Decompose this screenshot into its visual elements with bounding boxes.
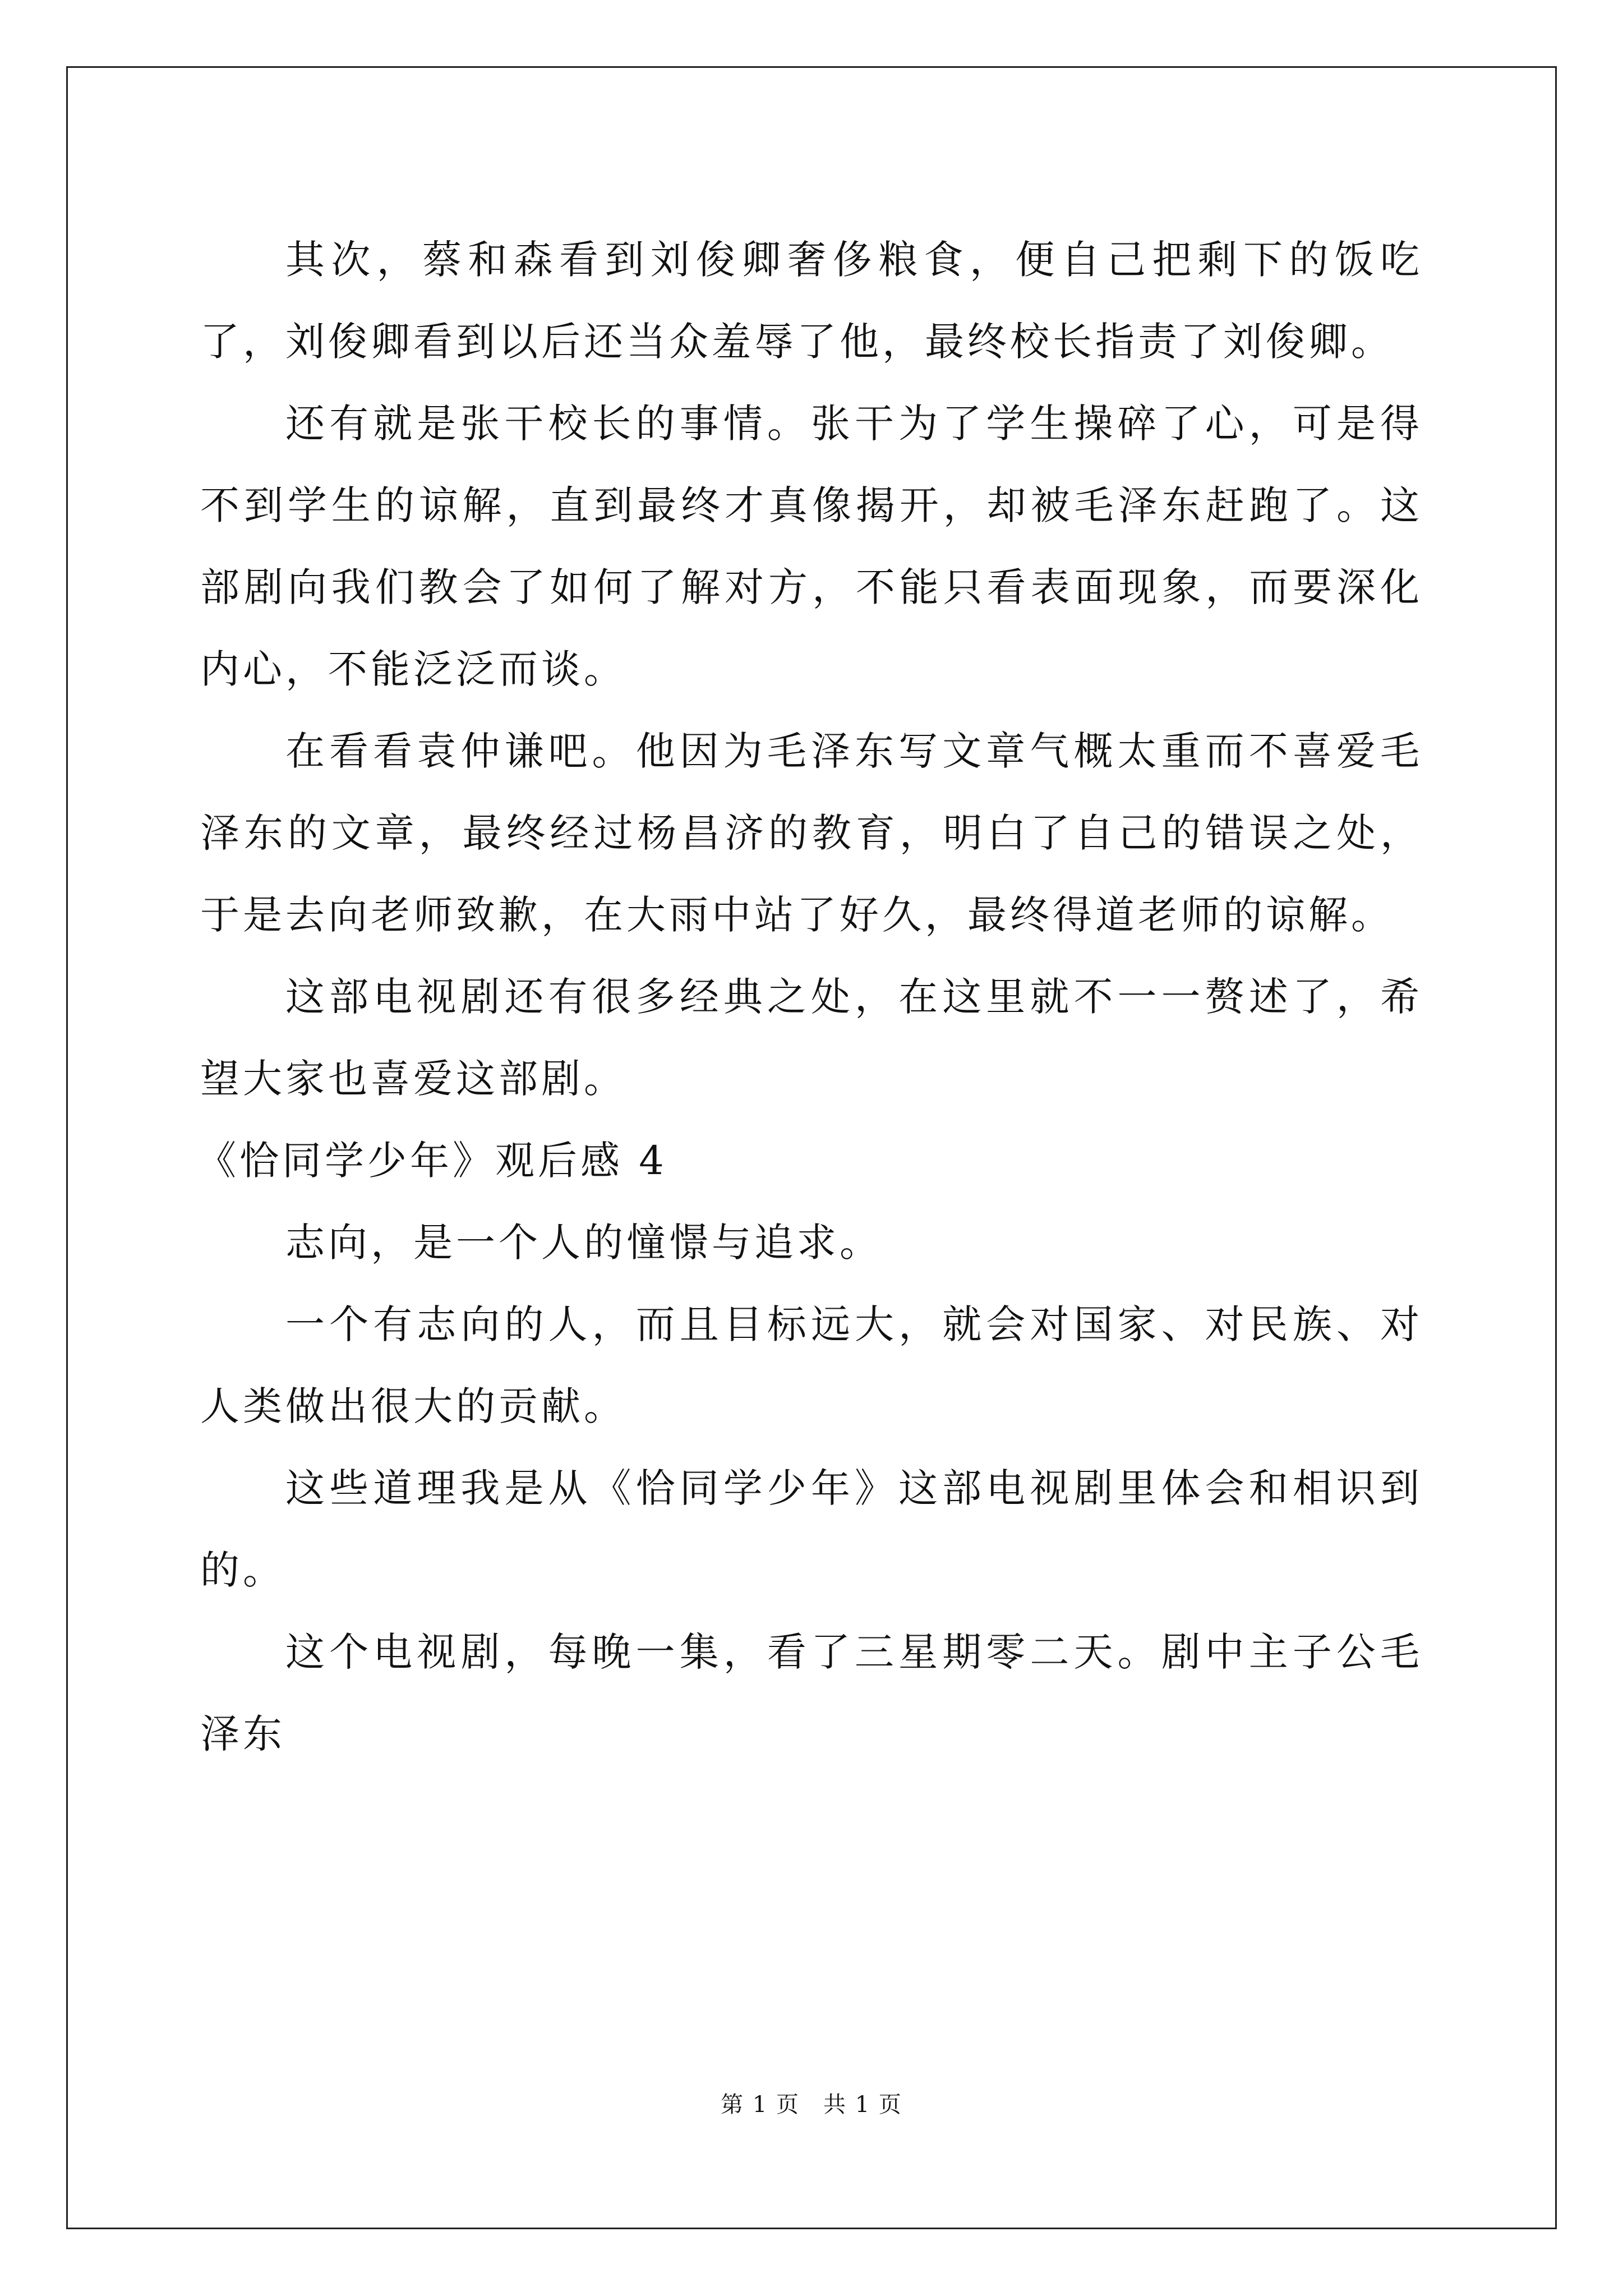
page-footer: 第 1 页 共 1 页 [721,2092,902,2118]
paragraph-6: 一个有志向的人，而且目标远大，就会对国家、对民族、对人类做出很大的贡献。 [200,1301,1423,1429]
section-heading: 《恰同学少年》观后感 4 [197,1138,667,1184]
paragraph-8: 这个电视剧，每晚一集，看了三星期零二天。剧中主子公毛泽东 [200,1629,1423,1757]
paragraph-7: 这些道理我是从《恰同学少年》这部电视剧里体会和相识到的。 [200,1465,1423,1593]
paragraph-4: 这部电视剧还有很多经典之处，在这里就不一一赘述了，希望大家也喜爱这部剧。 [200,974,1423,1102]
document-body [197,219,1423,1775]
paragraph-5: 志向，是一个人的憧憬与追求。 [285,1220,882,1266]
paragraph-2: 还有就是张干校长的事情。张干为了学生操碎了心，可是得不到学生的谅解，直到最终才真像揭开，却被毛泽东赶跑了。这部剧向我们教会了如何了解对方，不能只看表面现象，而要深化内心，不能泛泛而谈。 [200,401,1423,692]
paragraph-3: 在看看袁仲谦吧。他因为毛泽东写文章气概太重而不喜爱毛泽东的文章，最终经过杨昌济的教育，明白了自己的错误之处，于是去向老师致歉，在大雨中站了好久，最终得道老师的谅解。 [200,728,1423,938]
paragraph-1: 其次，蔡和森看到刘俊卿奢侈粮食，便自己把剩下的饭吃了，刘俊卿看到以后还当众羞辱了他，最终校长指责了刘俊卿。 [200,237,1423,365]
